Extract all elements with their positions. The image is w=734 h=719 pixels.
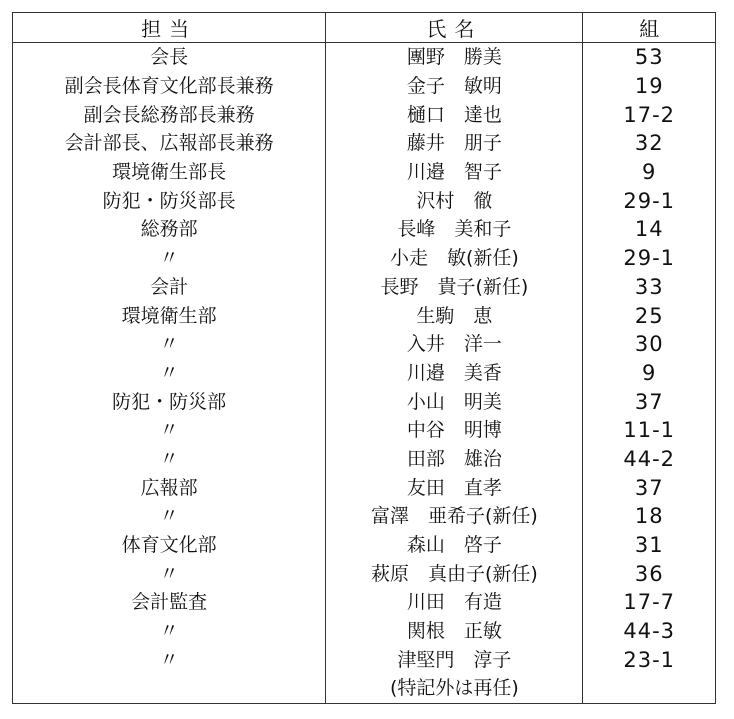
name-cell: 津堅門 淳子 — [326, 645, 583, 674]
roster-header — [13, 13, 716, 43]
group-cell: 9 — [583, 158, 716, 187]
group-cell: 30 — [583, 330, 716, 359]
group-cell: 37 — [583, 473, 716, 502]
group-cell: 53 — [583, 43, 716, 72]
cut-off-text-line — [0, 712, 734, 719]
table-row — [13, 215, 716, 244]
name-cell: 樋口 達也 — [326, 100, 583, 129]
role-cell: 〃 — [13, 330, 326, 359]
name-cell: 富澤 亜希子(新任) — [326, 502, 583, 531]
name-cell: 川邉 智子 — [326, 158, 583, 187]
group-cell: 29-1 — [583, 244, 716, 273]
table-row — [13, 387, 716, 416]
table-row — [13, 445, 716, 474]
role-cell: 〃 — [13, 502, 326, 531]
group-cell: 44-2 — [583, 445, 716, 474]
table-row — [13, 244, 716, 273]
name-cell: 團野 勝美 — [326, 43, 583, 72]
name-cell: (特記外は再任) — [326, 674, 583, 703]
group-cell: 17-2 — [583, 100, 716, 129]
name-cell: 長野 貴子(新任) — [326, 273, 583, 302]
header-role: 担当 — [13, 13, 326, 43]
group-cell: 36 — [583, 559, 716, 588]
group-cell: 17-7 — [583, 588, 716, 617]
table-row — [13, 588, 716, 617]
table-row — [13, 72, 716, 101]
name-cell: 中谷 明博 — [326, 416, 583, 445]
header-name: 氏名 — [326, 13, 583, 43]
name-cell: 藤井 朋子 — [326, 129, 583, 158]
group-cell: 37 — [583, 387, 716, 416]
role-cell: 〃 — [13, 617, 326, 646]
role-cell: 副会長総務部長兼務 — [13, 100, 326, 129]
group-cell: 14 — [583, 215, 716, 244]
table-row — [13, 416, 716, 445]
role-cell: 体育文化部 — [13, 531, 326, 560]
name-cell: 友田 直孝 — [326, 473, 583, 502]
group-cell: 32 — [583, 129, 716, 158]
table-row — [13, 129, 716, 158]
group-cell: 19 — [583, 72, 716, 101]
name-cell: 川邉 美香 — [326, 359, 583, 388]
table-row — [13, 330, 716, 359]
group-cell: 44-3 — [583, 617, 716, 646]
role-cell: 会長 — [13, 43, 326, 72]
role-cell: 〃 — [13, 559, 326, 588]
group-cell: 29-1 — [583, 186, 716, 215]
role-cell: 会計部長、広報部長兼務 — [13, 129, 326, 158]
name-cell: 入井 洋一 — [326, 330, 583, 359]
name-cell: 生駒 恵 — [326, 301, 583, 330]
roster-body — [13, 43, 716, 704]
group-cell: 23-1 — [583, 645, 716, 674]
role-cell: 広報部 — [13, 473, 326, 502]
table-row — [13, 100, 716, 129]
group-cell: 18 — [583, 502, 716, 531]
table-row — [13, 674, 716, 703]
role-cell: 〃 — [13, 359, 326, 388]
table-row — [13, 531, 716, 560]
table-row — [13, 186, 716, 215]
name-cell: 長峰 美和子 — [326, 215, 583, 244]
role-cell: 環境衛生部長 — [13, 158, 326, 187]
table-row — [13, 645, 716, 674]
role-cell: 防犯・防災部 — [13, 387, 326, 416]
group-cell: 33 — [583, 273, 716, 302]
role-cell: 会計 — [13, 273, 326, 302]
role-cell: 〃 — [13, 416, 326, 445]
role-cell — [13, 674, 326, 703]
table-row — [13, 301, 716, 330]
table-row — [13, 359, 716, 388]
name-cell: 沢村 徹 — [326, 186, 583, 215]
role-cell: 副会長体育文化部長兼務 — [13, 72, 326, 101]
table-row — [13, 158, 716, 187]
group-cell: 25 — [583, 301, 716, 330]
header-row — [13, 13, 716, 43]
role-cell: 〃 — [13, 244, 326, 273]
group-cell: 9 — [583, 359, 716, 388]
table-row — [13, 43, 716, 72]
role-cell: 会計監査 — [13, 588, 326, 617]
name-cell: 森山 啓子 — [326, 531, 583, 560]
role-cell: 〃 — [13, 645, 326, 674]
group-cell: 11-1 — [583, 416, 716, 445]
role-cell: 防犯・防災部長 — [13, 186, 326, 215]
table-row — [13, 502, 716, 531]
table-row — [13, 473, 716, 502]
name-cell: 田部 雄治 — [326, 445, 583, 474]
role-cell: 〃 — [13, 445, 326, 474]
header-group: 組 — [583, 13, 716, 43]
officers-roster-table — [12, 12, 716, 704]
name-cell: 金子 敏明 — [326, 72, 583, 101]
name-cell: 萩原 真由子(新任) — [326, 559, 583, 588]
table-row — [13, 617, 716, 646]
role-cell: 環境衛生部 — [13, 301, 326, 330]
group-cell — [583, 674, 716, 703]
table-row — [13, 559, 716, 588]
name-cell: 小走 敏(新任) — [326, 244, 583, 273]
name-cell: 小山 明美 — [326, 387, 583, 416]
role-cell: 総務部 — [13, 215, 326, 244]
table-row — [13, 273, 716, 302]
name-cell: 川田 有造 — [326, 588, 583, 617]
name-cell: 関根 正敏 — [326, 617, 583, 646]
group-cell: 31 — [583, 531, 716, 560]
